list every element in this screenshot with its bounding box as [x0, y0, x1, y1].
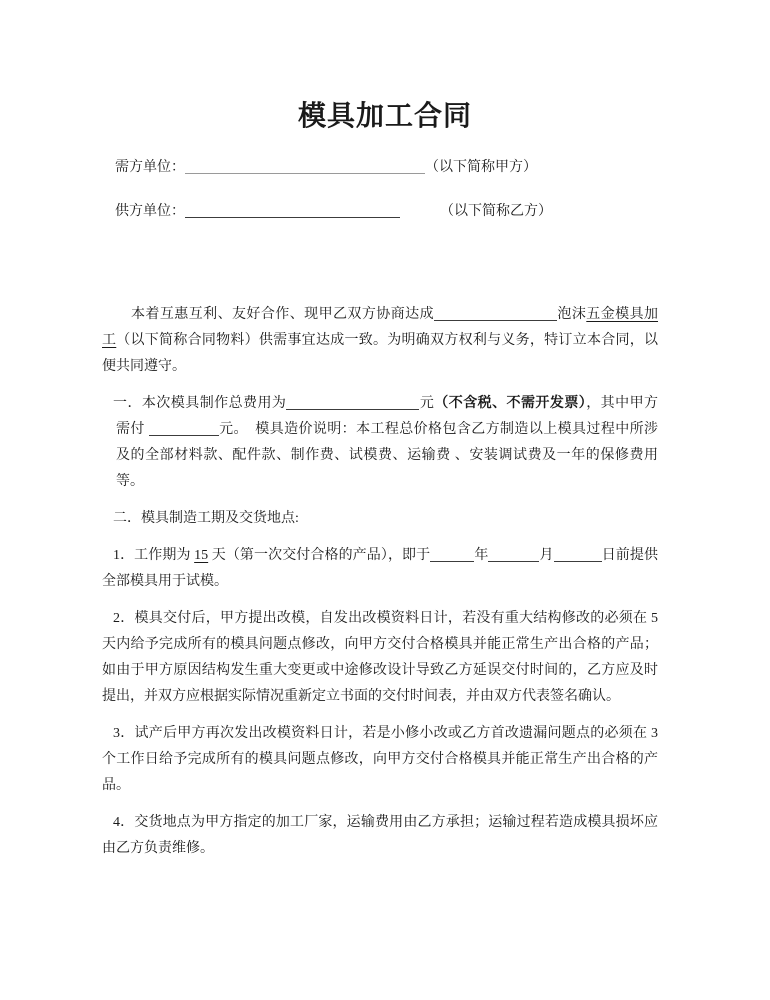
document-body: [102, 158, 658, 862]
preamble-lead: 本着互惠互利、友好合作、现甲乙双方协商达成: [131, 307, 434, 322]
year-blank-field: [430, 548, 474, 562]
party-a-payment-blank-field: [149, 422, 219, 436]
article-1-bold-note: （不含税、不需开发票）: [434, 396, 587, 411]
supplier-line: [102, 202, 658, 222]
article-1-mid: ，其中甲方需付: [116, 396, 659, 437]
clause-1-rest: 日前提供全部模具用于试模。: [102, 548, 658, 589]
supplier-label: 供方单位：: [115, 204, 185, 219]
article-1-paragraph: [102, 391, 658, 495]
day-blank-field: [554, 548, 602, 562]
preamble-paragraph: [102, 302, 658, 380]
buyer-label: 需方单位：: [115, 160, 185, 175]
preamble-after-blank: 泡沫: [557, 307, 587, 322]
year-label: 年: [474, 548, 489, 563]
article-1-lead: 一．本次模具制作总费用为: [113, 396, 287, 411]
total-cost-blank-field: [286, 396, 419, 410]
page-title: 模具加工合同: [297, 101, 472, 132]
buyer-suffix: （以下简称甲方）: [425, 160, 537, 175]
article-1-rest: 元。 模具造价说明：本工程总价格包含乙方制造以上模具过程中所涉及的全部材料款、配件款、制作费、试模费、运输费 、安装调试费及一年的保修费用等。: [116, 422, 659, 489]
clause-2-paragraph: [102, 606, 658, 710]
clause-3-paragraph: [102, 721, 658, 799]
buyer-line: [102, 158, 658, 178]
preamble-blank-field: [434, 307, 557, 321]
preamble-underlined-text: 五金模具加工: [102, 307, 659, 348]
clause-2-text: 2．模具交付后，甲方提出改模，自发出改模资料日计，若没有重大结构修改的必须在 5 天内给予完成所有的模具问题点修改，向甲方交付合格模具并能正常生产出合格的产品；如由于甲方原因结构发生重大变更或中途修改设计导致乙方延误交付时间的，乙方应及时提出，并双方应根据实际情况重新定立书面的交付时间表，并由双方代表签名确认。: [102, 611, 658, 704]
article-2-heading: [102, 506, 658, 532]
clause-3-text: 3．试产后甲方再次发出改模资料日计，若是小修小改或乙方首改遗漏问题点的必须在 3 个工作日给予完成所有的模具问题点修改，向甲方交付合格模具并能正常生产出合格的产品。: [102, 726, 658, 793]
month-label: 月: [539, 548, 554, 563]
clause-4-text: 4．交货地点为甲方指定的加工厂家，运输费用由乙方承担；运输过程若造成模具损坏应由乙方负责维修。: [102, 815, 658, 856]
supplier-suffix: （以下简称乙方）: [440, 204, 552, 219]
article-1-yuan: 元: [419, 396, 435, 411]
clause-4-paragraph: [102, 810, 658, 862]
buyer-name-blank-field: [185, 160, 425, 174]
clause-1-days-underlined: 15: [194, 548, 209, 563]
clause-1-mid: 天（第一次交付合格的产品），即于: [208, 548, 431, 563]
month-blank-field: [488, 548, 539, 562]
clause-1-lead: 1．工作期为: [113, 548, 195, 563]
clause-1-paragraph: [102, 543, 658, 595]
preamble-rest: （以下简称合同物料）供需事宜达成一致。为明确双方权利与义务，特订立本合同，以便共同遵守。: [102, 333, 659, 374]
supplier-name-blank-field: [185, 204, 400, 218]
article-2-heading-text: 二．模具制造工期及交货地点:: [113, 511, 299, 526]
